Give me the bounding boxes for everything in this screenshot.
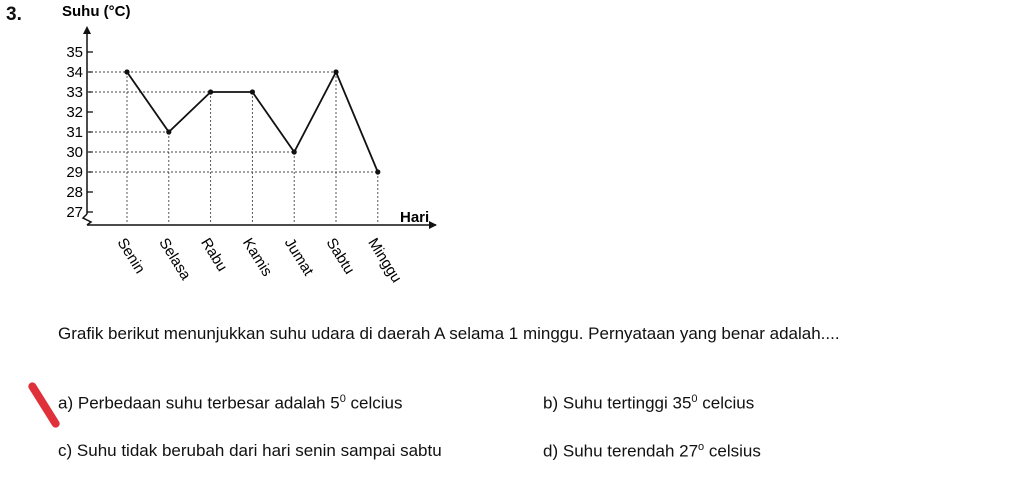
option-b[interactable]: b) Suhu tertinggi $35^0$ celcius — [543, 393, 755, 413]
y-tick-label: 35 — [66, 44, 83, 61]
data-point — [375, 169, 380, 174]
data-point — [250, 89, 255, 94]
x-axis-title: Hari — [400, 209, 430, 226]
y-tick-label: 32 — [66, 104, 83, 121]
data-point — [333, 69, 338, 74]
chart-axes — [83, 26, 437, 229]
y-tick-label: 34 — [66, 64, 83, 81]
option-c-letter: c) — [58, 441, 73, 460]
y-tick-label: 29 — [66, 164, 83, 181]
x-tick-label: Kamis — [239, 235, 276, 280]
data-point — [124, 69, 129, 74]
x-tick-label: Minggu — [364, 235, 405, 286]
question-number: 3. — [6, 4, 22, 25]
red-pen-mark — [27, 381, 61, 429]
question-text: Grafik berikut menunjukkan suhu udara di daerah A selama 1 minggu. Pernyataan yang benar adalah.... — [58, 324, 840, 343]
y-axis-title: Suhu (°C) — [62, 3, 131, 20]
option-d-letter: d) — [543, 441, 559, 461]
option-c[interactable]: c) Suhu tidak berubah dari hari senin sampai sabtu — [58, 441, 442, 460]
y-axis-break — [83, 214, 91, 225]
data-point — [292, 149, 297, 154]
temperature-line-chart — [0, 0, 460, 300]
x-tick-label: Selasa — [155, 235, 195, 284]
data-point — [208, 89, 213, 94]
y-tick-label: 28 — [66, 184, 83, 201]
x-tick-label: Rabu — [197, 235, 231, 275]
y-axis-arrow — [83, 26, 91, 34]
x-tick-label: Senin — [113, 235, 149, 277]
y-tick-label: 31 — [66, 124, 83, 141]
y-tick-label: 30 — [66, 144, 83, 161]
option-b-letter: b) — [543, 393, 559, 413]
chart-guides — [87, 72, 378, 225]
option-d[interactable]: d) Suhu terendah 27$^o$ celsius — [543, 441, 761, 461]
x-axis-arrow — [429, 221, 437, 229]
option-a[interactable]: a) Perbedaan suhu terbesar adalah $5^0$ celcius — [58, 393, 403, 413]
x-tick-label: Jumat — [280, 235, 317, 279]
y-tick-label: 27 — [66, 204, 83, 221]
y-tick-label: 33 — [66, 84, 83, 101]
x-tick-label: Sabtu — [322, 235, 358, 278]
option-a-letter: a) — [58, 393, 74, 413]
data-point — [166, 129, 171, 134]
chart-labels — [62, 3, 429, 286]
